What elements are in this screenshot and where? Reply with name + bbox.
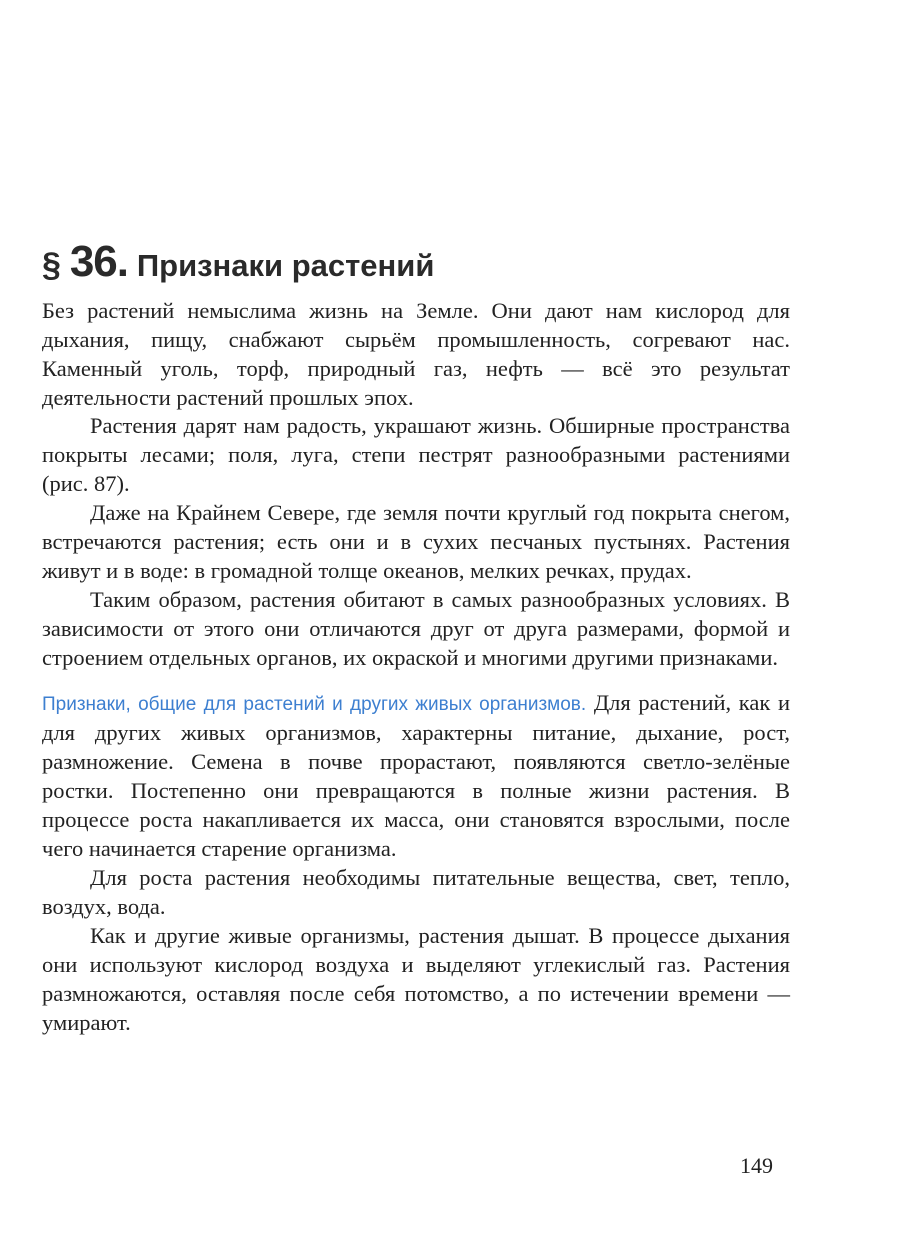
paragraph: Таким образом, растения обитают в самых разнообразных условиях. В зависимости от этого они отличаются друг от друга размерами, формой и строением отдельных органов, их окраской и многими другими признаками. bbox=[42, 586, 790, 670]
paragraph: Как и другие живые организмы, растения дышат. В процессе дыхания они используют кислород воздуха и выделяют углекислый газ. Растения размножаются, оставляя после себя потомство, а по истечении времени — умирают. bbox=[42, 922, 790, 1035]
page-number: 149 bbox=[740, 1153, 773, 1178]
paragraph: Даже на Крайнем Севере, где земля почти круглый год покрыта снегом, встречаются растения; есть они и в сухих песчаных пустынях. Растения живут и в воде: в громадной толще океанов, мелких речках, прудах. bbox=[42, 500, 790, 583]
paragraph: Растения дарят нам радость, украшают жизнь. Обширные пространства покрыты лесами; поля, луга, степи пестрят разнообразными растениями (рис. 87). bbox=[42, 413, 790, 497]
section-number: 36. bbox=[69, 237, 128, 286]
page-body bbox=[42, 236, 790, 1037]
section-title: Признаки растений bbox=[136, 248, 435, 283]
subsection-heading: Признаки, общие для растений и других живых организмов. bbox=[42, 693, 587, 715]
paragraph: Без растений немыслима жизнь на Земле. Они дают нам кислород для дыхания, пищу, снабжают сырьём промышленность, согревают нас. Каменный уголь, торф, природный газ, нефть — всё это результат деятельности растений прошлых эпох. bbox=[42, 297, 790, 410]
subsection-paragraph bbox=[42, 689, 790, 864]
subsection-lead-text: Для растений, как и для других живых организмов, характерны питание, дыхание, рост, размножение. Семена в почве прорастают, появляются светло-зелёные ростки. Постепенно они превращаются в полные жизни растения. В процессе роста накапливается их масса, они становятся взрослыми, после чего начинается старение организма. bbox=[42, 689, 790, 862]
section-heading bbox=[42, 236, 790, 289]
section-sign: § bbox=[42, 246, 61, 284]
paragraph: Для роста растения необходимы питательные вещества, свет, тепло, воздух, вода. bbox=[42, 865, 790, 919]
